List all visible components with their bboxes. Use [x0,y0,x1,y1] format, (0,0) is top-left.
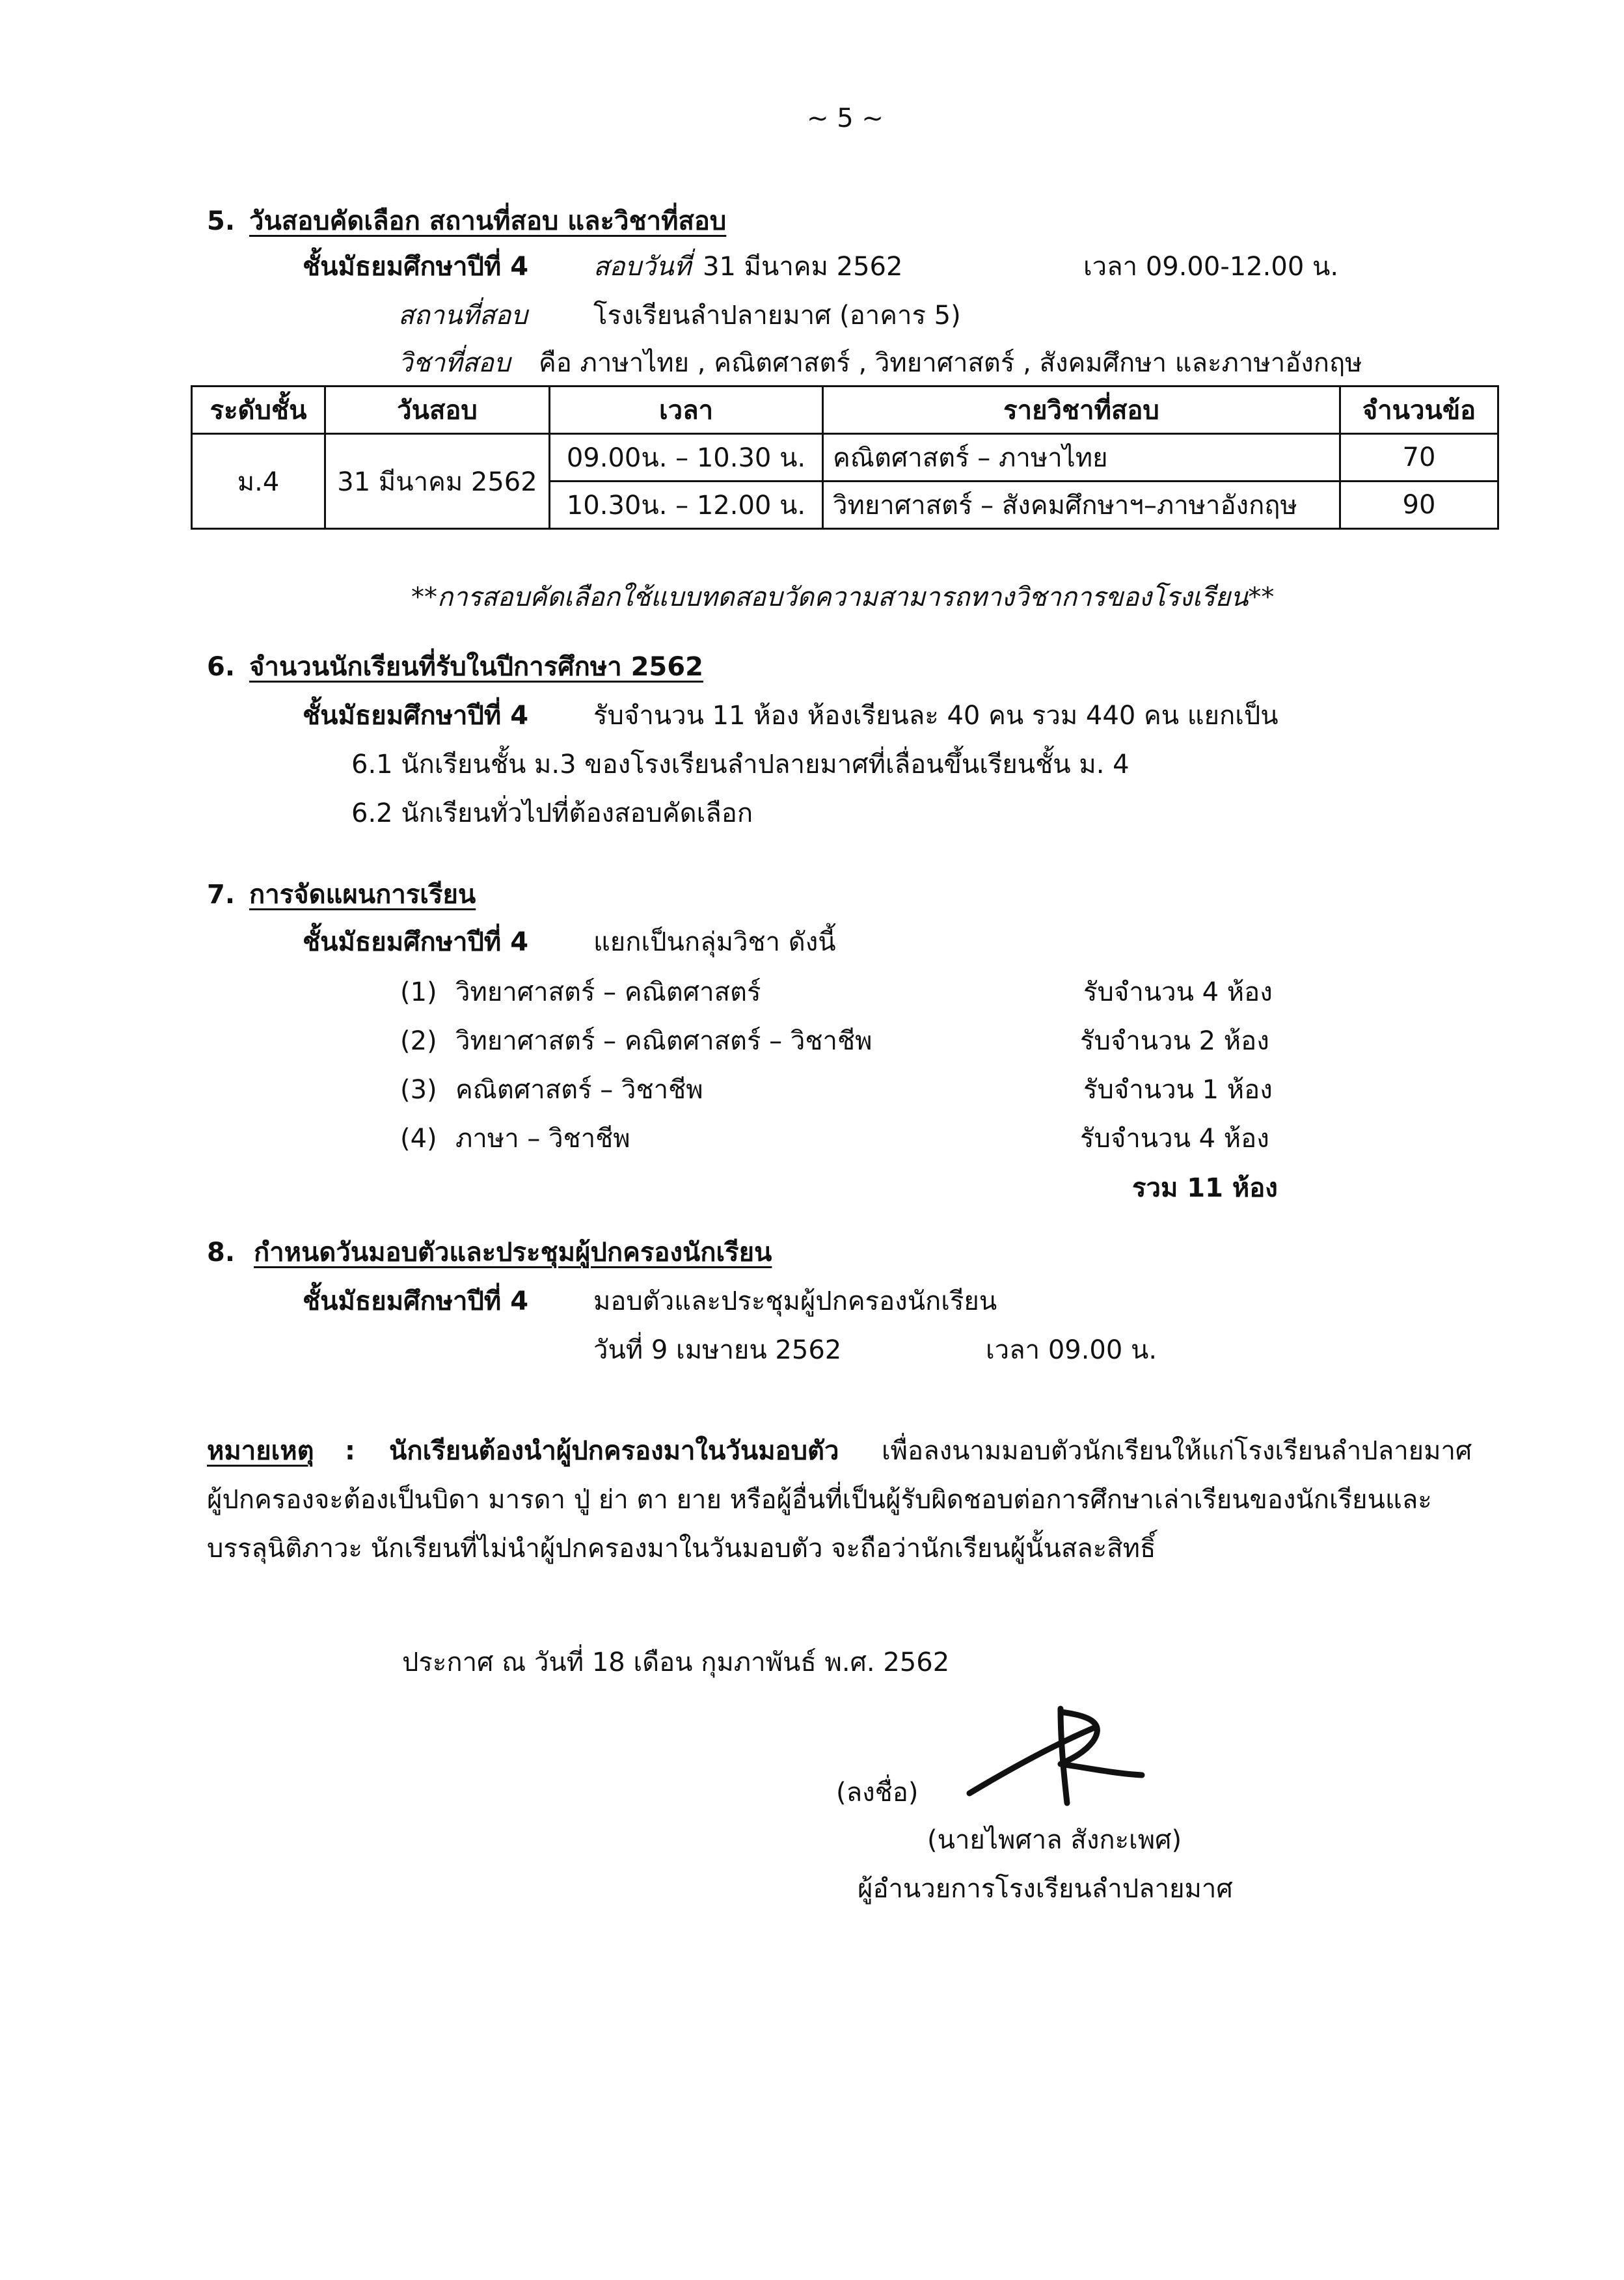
plan-name: วิทยาศาสตร์ – คณิตศาสตร์ [455,977,761,1007]
exam-time: เวลา 09.00-12.00 น. [1083,252,1339,282]
plan-name: วิทยาศาสตร์ – คณิตศาสตร์ – วิชาชีพ [455,1026,873,1056]
plan-quota: รับจำนวน 1 ห้อง [1083,1075,1273,1105]
remark-bold-text: นักเรียนต้องนำผู้ปกครองมาในวันมอบตัว [389,1436,839,1466]
section7-level: ชั้นมัธยมศึกษาปีที่ 4 [303,927,529,957]
signatory-name: (นายไพศาล สังกะเพศ) [927,1825,1182,1855]
section6-item2: 6.2 นักเรียนทั่วไปที่ต้องสอบคัดเลือก [351,798,753,828]
cell-date: 31 มีนาคม 2562 [325,434,550,529]
cell-time: 09.00น. – 10.30 น. [550,434,823,482]
venue-label: สถานที่สอบ [398,301,528,331]
exam-schedule-table [191,385,1499,530]
section6-heading: จำนวนนักเรียนที่รับในปีการศึกษา 2562 [249,652,703,682]
handwritten-signature [963,1702,1145,1806]
cell-count: 70 [1340,434,1498,482]
subjects-value: คือ ภาษาไทย , คณิตศาสตร์ , วิทยาศาสตร์ , สังคมศึกษา และภาษาอังกฤษ [539,348,1362,378]
plan-name: คณิตศาสตร์ – วิชาชีพ [455,1075,703,1105]
plan-number: (4) [400,1124,437,1154]
section7-heading: การจัดแผนการเรียน [249,880,476,910]
remark-label: หมายเหตุ [207,1436,314,1466]
remark-line2: ผู้ปกครองจะต้องเป็นบิดา มารดา ปู่ ย่า ตา ยาย หรือผู้อื่นที่เป็นผู้รับผิดชอบต่อการศึกษาเล่าเรียนของนักเรียนและ [207,1485,1432,1515]
section8-heading: กำหนดวันมอบตัวและประชุมผู้ปกครองนักเรียน [254,1238,772,1268]
sign-label: (ลงชื่อ) [836,1778,919,1808]
exam-date-value: 31 มีนาคม 2562 [703,252,903,282]
header-time: เวลา [550,387,823,434]
header-level: ระดับชั้น [192,387,325,434]
subjects-label: วิชาที่สอบ [398,348,511,378]
section8-number: 8. [207,1238,236,1268]
section6-level: ชั้นมัธยมศึกษาปีที่ 4 [303,701,529,731]
header-subject: รายวิชาที่สอบ [823,387,1340,434]
plan-total: รวม 11 ห้อง [1132,1173,1278,1203]
section8-detail: มอบตัวและประชุมผู้ปกครองนักเรียน [593,1286,997,1316]
plan-name: ภาษา – วิชาชีพ [455,1124,630,1154]
plan-quota: รับจำนวน 2 ห้อง [1080,1026,1269,1056]
plan-number: (2) [400,1026,437,1056]
section7-detail: แยกเป็นกลุ่มวิชา ดังนี้ [593,927,836,957]
section6-item1: 6.1 นักเรียนชั้น ม.3 ของโรงเรียนลำปลายมาศที่เลื่อนขึ้นเรียนชั้น ม. 4 [351,750,1130,780]
header-count: จำนวนข้อ [1340,387,1498,434]
cell-time: 10.30น. – 12.00 น. [550,482,823,529]
cell-level: ม.4 [192,434,325,529]
exam-date-label: สอบวันที่ [593,252,691,282]
remark-colon: : [345,1436,355,1466]
exam-note: **การสอบคัดเลือกใช้แบบทดสอบวัดความสามารถทางวิชาการของโรงเรียน** [411,582,1275,612]
section8-level: ชั้นมัธยมศึกษาปีที่ 4 [303,1286,529,1316]
remark-line1: เพื่อลงนามมอบตัวนักเรียนให้แก่โรงเรียนลำปลายมาศ [882,1436,1472,1466]
venue-value: โรงเรียนลำปลายมาศ (อาคาร 5) [593,301,961,331]
section7-number: 7. [207,880,236,910]
cell-subject: วิทยาศาสตร์ – สังคมศึกษาฯ–ภาษาอังกฤษ [823,482,1340,529]
plan-quota: รับจำนวน 4 ห้อง [1080,1124,1269,1154]
cell-subject: คณิตศาสตร์ – ภาษาไทย [823,434,1340,482]
plan-number: (1) [400,977,437,1007]
table-row [192,434,1498,482]
section6-detail: รับจำนวน 11 ห้อง ห้องเรียนละ 40 คน รวม 440 คน แยกเป็น [593,701,1279,731]
plan-quota: รับจำนวน 4 ห้อง [1083,977,1273,1007]
plan-number: (3) [400,1075,437,1105]
section5-level: ชั้นมัธยมศึกษาปีที่ 4 [303,252,529,282]
cell-count: 90 [1340,482,1498,529]
table-header-row [192,387,1498,434]
section5-number: 5. [207,206,236,236]
section5-heading: วันสอบคัดเลือก สถานที่สอบ และวิชาที่สอบ [249,206,727,236]
signatory-position: ผู้อำนวยการโรงเรียนลำปลายมาศ [858,1874,1233,1904]
section8-time: เวลา 09.00 น. [986,1335,1157,1365]
remark-line3: บรรลุนิติภาวะ นักเรียนที่ไม่นำผู้ปกครองมาในวันมอบตัว จะถือว่านักเรียนผู้นั้นสละสิทธิ์ [207,1534,1156,1564]
header-date: วันสอบ [325,387,550,434]
page-number: ~ 5 ~ [807,103,884,133]
section6-number: 6. [207,652,236,682]
section8-date: วันที่ 9 เมษายน 2562 [593,1335,842,1365]
announcement-date: ประกาศ ณ วันที่ 18 เดือน กุมภาพันธ์ พ.ศ. 2562 [402,1648,950,1677]
